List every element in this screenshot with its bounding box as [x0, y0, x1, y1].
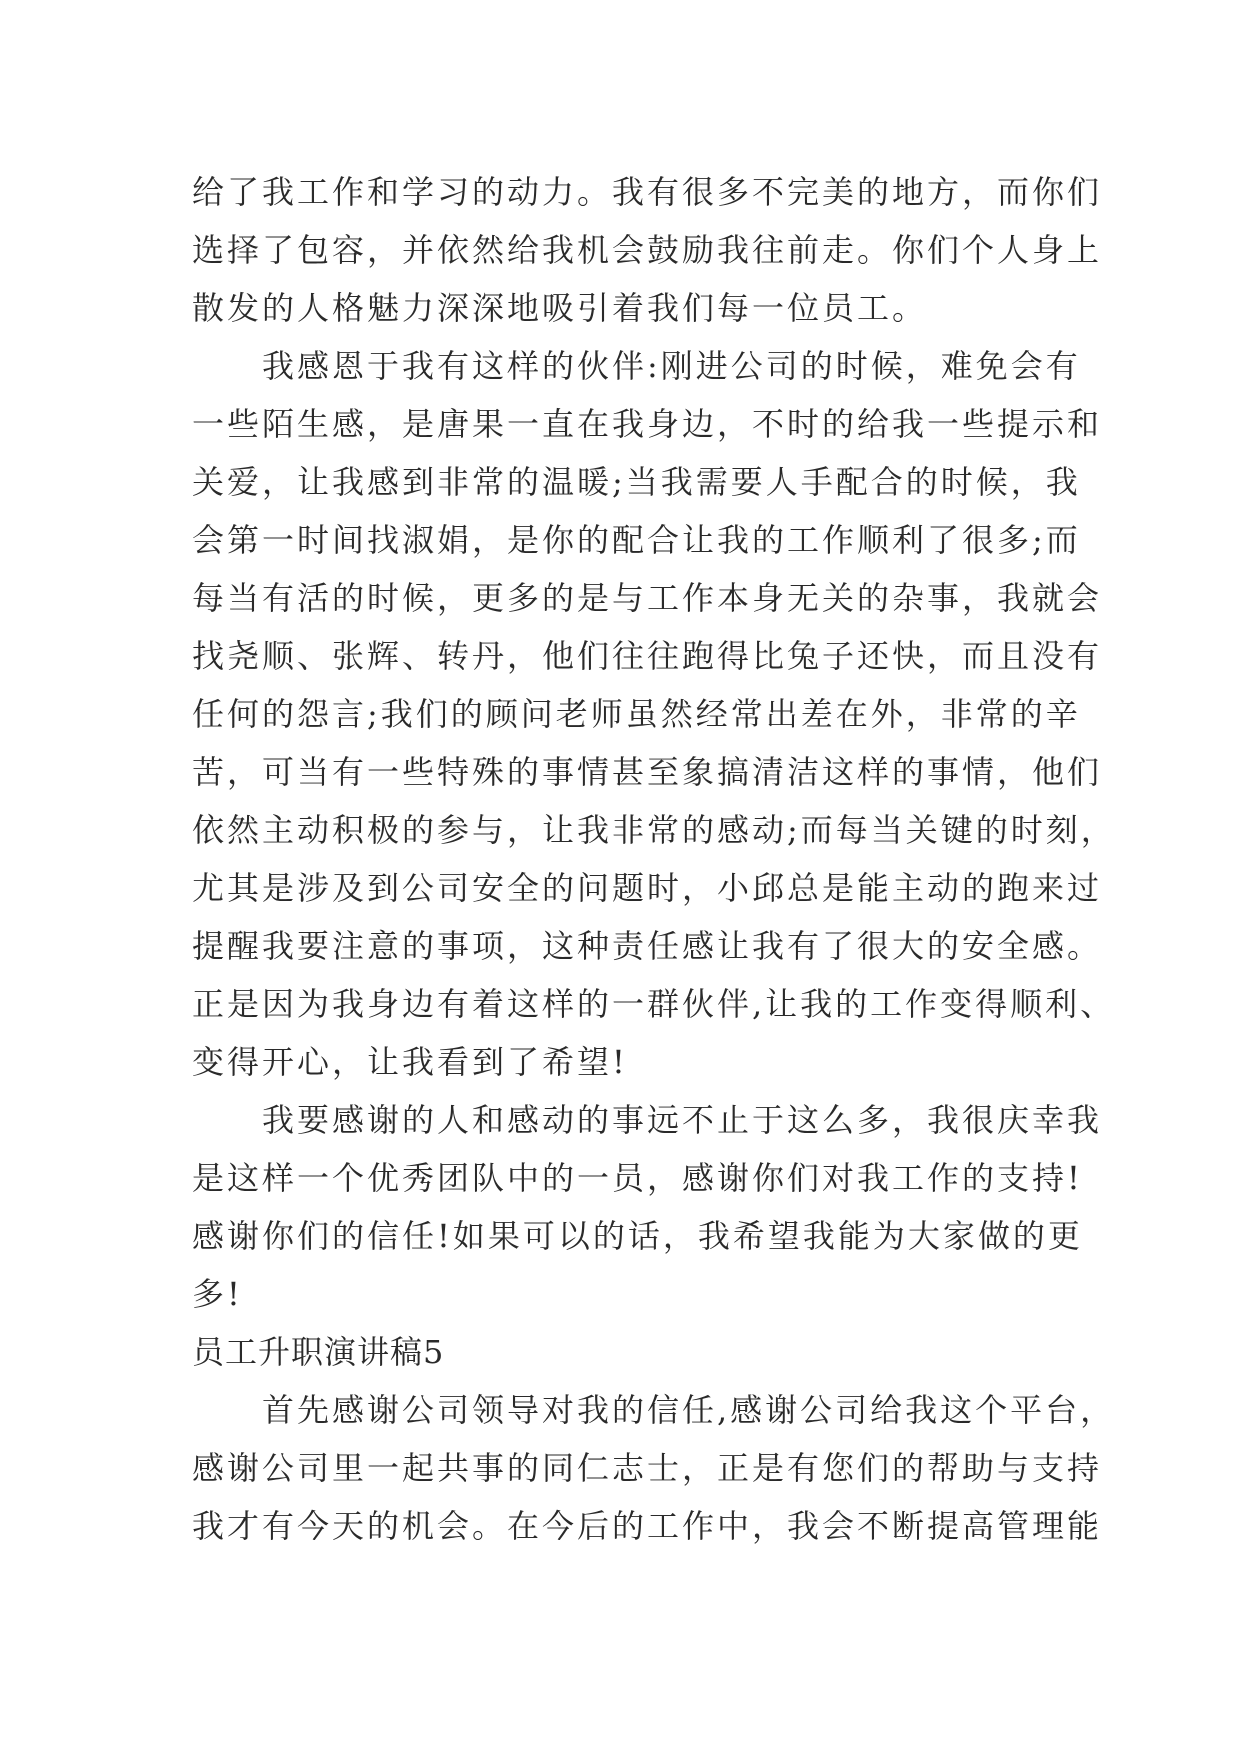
document-body [192, 163, 1116, 1555]
text-line: 关爱，让我感到非常的温暖;当我需要人手配合的时候，我 [192, 463, 1081, 501]
text-line: 提醒我要注意的事项，这种责任感让我有了很大的安全感。 [192, 927, 1103, 965]
text-line: 正是因为我身边有着这样的一群伙伴,让我的工作变得顺利、 [192, 985, 1116, 1023]
text-line: 我感恩于我有这样的伙伴:刚进公司的时候，难免会有 [262, 347, 1081, 385]
text-line: 依然主动积极的参与，让我非常的感动;而每当关键的时刻， [192, 811, 1116, 849]
section-heading: 员工升职演讲稿5 [192, 1333, 445, 1371]
text-line: 多! [192, 1275, 243, 1313]
text-line: 首先感谢公司领导对我的信任,感谢公司给我这个平台， [262, 1391, 1116, 1429]
text-line: 变得开心，让我看到了希望! [192, 1043, 628, 1081]
paragraph-4 [192, 1381, 1116, 1555]
text-line: 选择了包容，并依然给我机会鼓励我往前走。你们个人身上 [192, 231, 1103, 269]
text-line: 是这样一个优秀团队中的一员，感谢你们对我工作的支持! [192, 1159, 1083, 1197]
text-line: 任何的怨言;我们的顾问老师虽然经常出差在外，非常的辛 [192, 695, 1081, 733]
text-line: 找尧顺、张辉、转丹，他们往往跑得比兔子还快，而且没有 [192, 637, 1103, 675]
text-line: 散发的人格魅力深深地吸引着我们每一位员工。 [192, 289, 928, 327]
text-line: 感谢公司里一起共事的同仁志士，正是有您们的帮助与支持 [192, 1449, 1103, 1487]
paragraph-2 [192, 337, 1116, 1091]
text-line: 一些陌生感，是唐果一直在我身边，不时的给我一些提示和 [192, 405, 1103, 443]
text-line: 我才有今天的机会。在今后的工作中，我会不断提高管理能 [192, 1507, 1103, 1545]
text-line: 感谢你们的信任!如果可以的话，我希望我能为大家做的更 [192, 1217, 1083, 1255]
text-line: 苦，可当有一些特殊的事情甚至象搞清洁这样的事情，他们 [192, 753, 1103, 791]
paragraph-1 [192, 163, 1103, 337]
text-line: 会第一时间找淑娟，是你的配合让我的工作顺利了很多;而 [192, 521, 1081, 559]
paragraph-3 [192, 1091, 1103, 1323]
text-line: 给了我工作和学习的动力。我有很多不完美的地方，而你们 [192, 173, 1103, 211]
text-line: 每当有活的时候，更多的是与工作本身无关的杂事，我就会 [192, 579, 1103, 617]
text-line: 尤其是涉及到公司安全的问题时，小邱总是能主动的跑来过 [192, 869, 1103, 907]
text-line: 我要感谢的人和感动的事远不止于这么多，我很庆幸我 [262, 1101, 1103, 1139]
